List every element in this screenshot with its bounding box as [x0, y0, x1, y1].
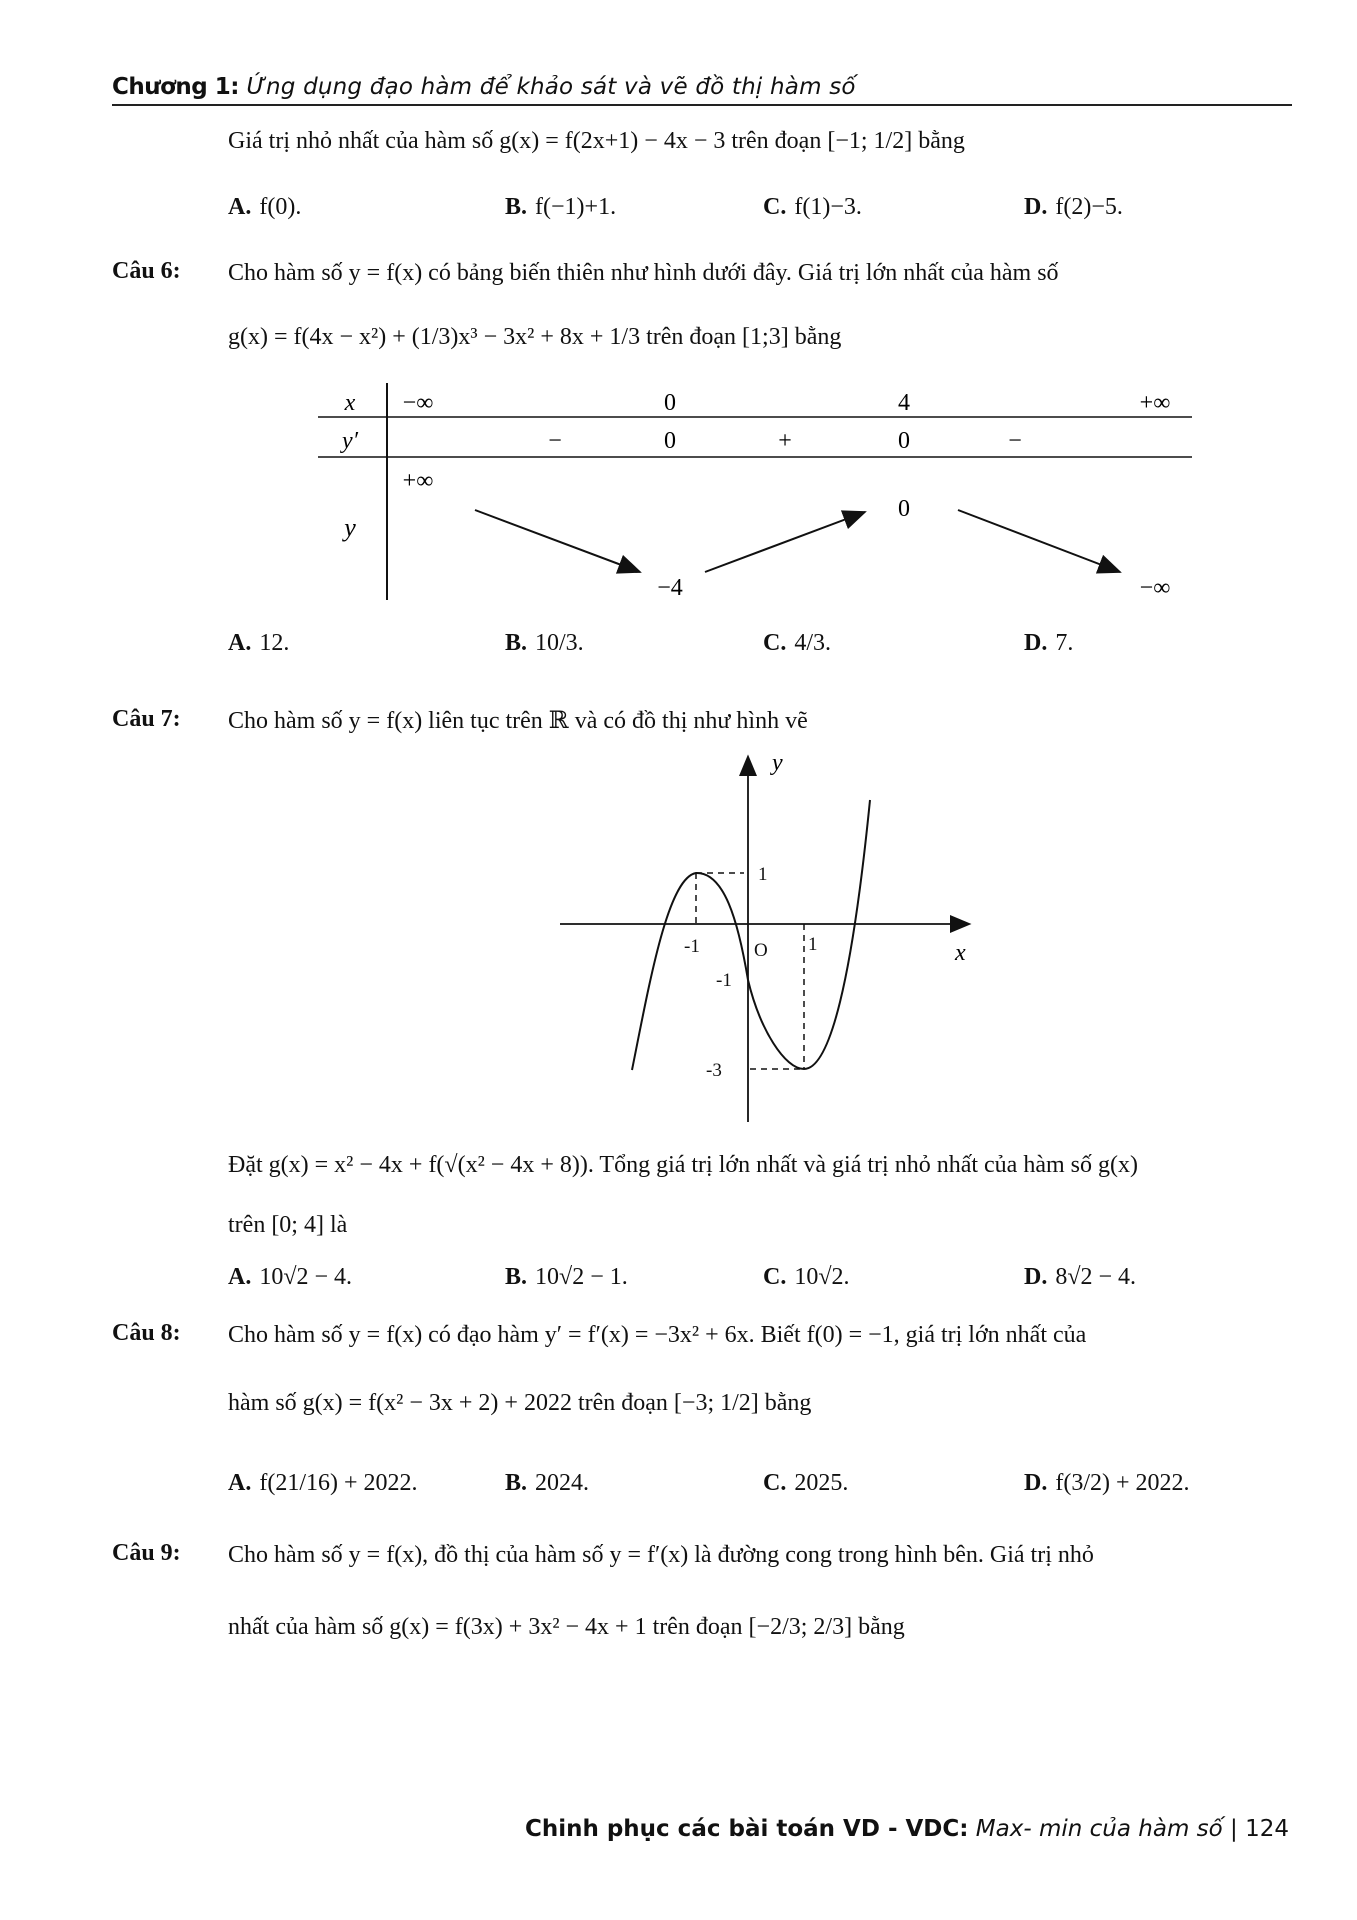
q7-line1: Cho hàm số y = f(x) liên tục trên ℝ và có đồ thị như hình vẽ: [228, 708, 808, 734]
table-x-posinf: +∞: [1139, 390, 1171, 416]
q7-number: Câu 7:: [112, 706, 181, 732]
footer-title: Chinh phục các bài toán VD - VDC:: [524, 1816, 969, 1842]
table-x-neginf: −∞: [402, 390, 434, 416]
table-y-posinf: +∞: [402, 468, 434, 494]
page-footer: [525, 1816, 1289, 1842]
table-yprime-sign-1: −: [548, 428, 562, 454]
q5-option-b: B. f(−1)+1.: [505, 194, 617, 220]
graph-y-label: y: [772, 750, 783, 776]
q5-option-d: D. f(2)−5.: [1024, 194, 1123, 220]
q6-line2: g(x) = f(4x − x²) + (1/3)x³ − 3x² + 8x + 1/3 trên đoạn [1;3] bằng: [228, 324, 842, 350]
table-yprime-zero-2: 0: [898, 428, 910, 454]
footer-subtitle: Max- min của hàm số: [975, 1816, 1223, 1842]
q6-option-b: B. 10/3.: [505, 630, 584, 656]
q6-option-c: C. 4/3.: [763, 630, 832, 656]
table-x-4: 4: [898, 390, 910, 416]
label-x1: 1: [808, 934, 818, 955]
q5-option-a: A. f(0).: [228, 194, 302, 220]
cubic-curve: [632, 800, 870, 1070]
table-y-max: 0: [898, 496, 910, 522]
footer-separator: |: [1230, 1816, 1238, 1842]
q8-option-d: D. f(3/2) + 2022.: [1024, 1470, 1190, 1496]
q6-option-a: A. 12.: [228, 630, 290, 656]
q7-option-c: C. 10√2.: [763, 1264, 850, 1290]
table-y-label: y: [344, 513, 356, 542]
table-x-label: x: [344, 390, 356, 416]
q8-number: Câu 8:: [112, 1320, 181, 1346]
table-yprime-sign-3: −: [1008, 428, 1022, 454]
table-y-neginf: −∞: [1139, 575, 1171, 601]
q8-option-b: B. 2024.: [505, 1470, 590, 1496]
q7-option-b: B. 10√2 − 1.: [505, 1264, 628, 1290]
q8-line2: hàm số g(x) = f(x² − 3x + 2) + 2022 trên đoạn [−3; 1/2] bằng: [228, 1390, 812, 1416]
table-x-0: 0: [664, 390, 676, 416]
q8-line1: Cho hàm số y = f(x) có đạo hàm y′ = f′(x) = −3x² + 6x. Biết f(0) = −1, giá trị lớn nhất của: [228, 1322, 1087, 1348]
q8-option-c: C. 2025.: [763, 1470, 849, 1496]
q8-option-a: A. f(21/16) + 2022.: [228, 1470, 418, 1496]
table-yprime-sign-2: +: [778, 428, 792, 454]
q6-number: Câu 6:: [112, 258, 181, 284]
q7-line3: trên [0; 4] là: [228, 1212, 348, 1238]
label-ym1: -1: [716, 970, 732, 991]
chapter-label: Chương 1:: [112, 74, 239, 100]
table-yprime-label: y′: [342, 428, 358, 454]
q7-line2: Đặt g(x) = x² − 4x + f(√(x² − 4x + 8)). Tổng giá trị lớn nhất và giá trị nhỏ nhất của hàm số g(x): [228, 1152, 1138, 1178]
label-ym3: -3: [706, 1060, 722, 1081]
chapter-title: Ứng dụng đạo hàm để khảo sát và vẽ đồ thị hàm số: [246, 74, 856, 100]
graph-x-label: x: [955, 940, 966, 966]
q5-option-c: C. f(1)−3.: [763, 194, 862, 220]
label-origin: O: [754, 940, 768, 961]
page-number: 124: [1245, 1816, 1289, 1842]
table-yprime-zero-1: 0: [664, 428, 676, 454]
table-y-min: −4: [657, 575, 683, 601]
q7-option-d: D. 8√2 − 4.: [1024, 1264, 1137, 1290]
q9-line2: nhất của hàm số g(x) = f(3x) + 3x² − 4x + 1 trên đoạn [−2/3; 2/3] bằng: [228, 1614, 905, 1640]
label-y1: 1: [758, 864, 768, 885]
q6-line1: Cho hàm số y = f(x) có bảng biến thiên như hình dưới đây. Giá trị lớn nhất của hàm số: [228, 260, 1059, 286]
q6-option-d: D. 7.: [1024, 630, 1074, 656]
q9-line1: Cho hàm số y = f(x), đồ thị của hàm số y = f′(x) là đường cong trong hình bên. Giá trị nhỏ: [228, 1542, 1094, 1568]
q9-number: Câu 9:: [112, 1540, 181, 1566]
q5-line: Giá trị nhỏ nhất của hàm số g(x) = f(2x+1) − 4x − 3 trên đoạn [−1; 1/2] bằng: [228, 128, 965, 154]
label-xm1: -1: [684, 936, 700, 957]
q7-option-a: A. 10√2 − 4.: [228, 1264, 353, 1290]
